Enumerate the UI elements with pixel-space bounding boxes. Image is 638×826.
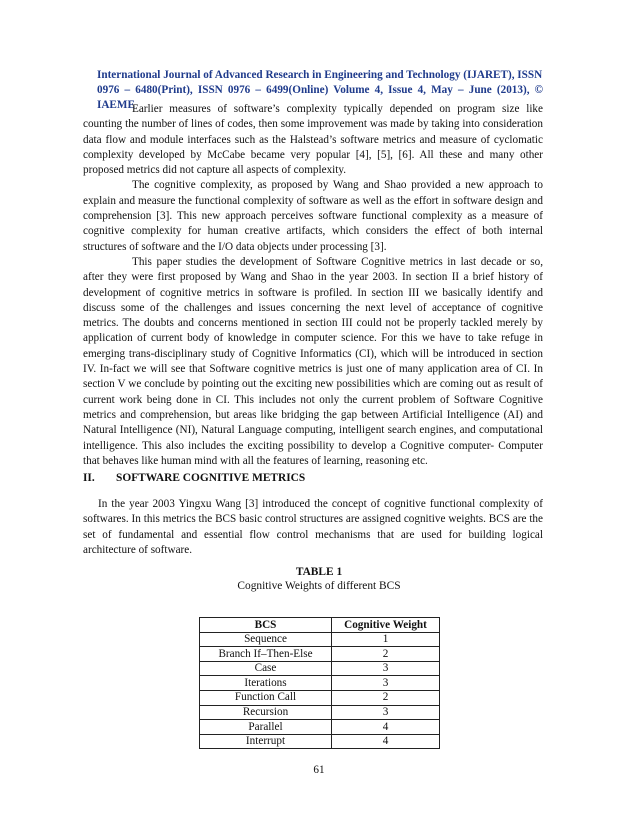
table-row bbox=[200, 676, 440, 691]
section-body bbox=[83, 497, 543, 558]
table-row bbox=[200, 705, 440, 720]
table-row bbox=[200, 661, 440, 676]
section-heading bbox=[83, 471, 305, 485]
table-cell-bcs: Iterations bbox=[200, 676, 332, 691]
table-row bbox=[200, 690, 440, 705]
page-number: 61 bbox=[313, 764, 325, 776]
intro-paragraph-1: Earlier measures of software’s complexity typically depended on program size like counting the number of lines of codes, then some improvement was made by taking into consideration data flow and module interfaces such as the Halstead’s software metrics and measure of cyclomatic complexity developed by McCabe became very popular [4], [5], [6]. All these and many other proposed metrics did not capture all aspects of complexity. bbox=[83, 103, 543, 177]
table-cell-bcs: Case bbox=[200, 661, 332, 676]
bcs-table-container bbox=[199, 617, 440, 749]
intro-paragraph-2: The cognitive complexity, as proposed by Wang and Shao provided a new approach to explain and measure the functional complexity of software as well as the effort in software design and comprehension [3]. This new approach perceives software functional complexity as a measure of cognitive complexity for human creative artifacts, which considers the effect of both internal structures of software and the I/O data objects under processing [3]. bbox=[83, 179, 543, 253]
table-row bbox=[200, 647, 440, 662]
table-cell-weight: 3 bbox=[332, 705, 440, 720]
intro-section bbox=[83, 102, 543, 469]
table-cell-weight: 3 bbox=[332, 676, 440, 691]
section-number: II. bbox=[83, 472, 95, 484]
journal-header-line-2: 0976 – 6480(Print), ISSN 0976 – 6499(Online) Volume 4, Issue 4, May – June (2013), © IAEME bbox=[97, 84, 543, 111]
table-cell-weight: 3 bbox=[332, 661, 440, 676]
table-cell-bcs: Interrupt bbox=[200, 734, 332, 749]
table-caption: Cognitive Weights of different BCS bbox=[237, 580, 401, 592]
table-header-row bbox=[200, 618, 440, 633]
table-cell-weight: 2 bbox=[332, 690, 440, 705]
table-label: TABLE 1 bbox=[295, 566, 343, 578]
table-cell-weight: 4 bbox=[332, 720, 440, 735]
table-row bbox=[200, 720, 440, 735]
table-header-bcs: BCS bbox=[200, 618, 332, 633]
table-cell-bcs: Branch If–Then-Else bbox=[200, 647, 332, 662]
table-cell-weight: 4 bbox=[332, 734, 440, 749]
table-cell-bcs: Function Call bbox=[200, 690, 332, 705]
intro-paragraph-3: This paper studies the development of Software Cognitive metrics in last decade or so, after they were first proposed by Wang and Shao in the year 2003. In section II a brief history of development of cognitive metrics in software is profiled. In section III we basically identify and discuss some of the challenges and issues concerning the next level of acceptance of cognitive metrics. The doubts and concerns mentioned in section III could not be properly tackled merely by application of current body of knowledge in computer science. For this we have to take refuge in emerging trans-disciplinary study of Cognitive Informatics (CI), which will be introduced in section IV. In-fact we will see that Software cognitive metrics is just one of many application area of CI. In section V we conclude by pointing out the exciting new possibilities which are coming out as result of current work being done in CI. This includes not only the current problem of Software Cognitive metrics and comprehension, but areas like bridging the gap between Artificial Intelligence (AI) and Natural Intelligence (NI), Natural Language computing, intelligent search engines, and computational intelligence. This also includes the exciting possibility to develop a Cognitive computer- Computer that behaves like human mind with all the features of learning, reasoning etc. bbox=[83, 255, 543, 467]
table-row bbox=[200, 632, 440, 647]
table-cell-weight: 2 bbox=[332, 647, 440, 662]
section-title: SOFTWARE COGNITIVE METRICS bbox=[116, 472, 306, 484]
table-row bbox=[200, 734, 440, 749]
table-cell-bcs: Recursion bbox=[200, 705, 332, 720]
journal-header-line-1: International Journal of Advanced Research in Engineering and Technology (IJARET), ISSN bbox=[97, 69, 543, 81]
table-header-weight: Cognitive Weight bbox=[332, 618, 440, 633]
table-cell-weight: 1 bbox=[332, 632, 440, 647]
section-paragraph: In the year 2003 Yingxu Wang [3] introduced the concept of cognitive functional complexity of softwares. In this metrics the BCS basic control structures are assigned cognitive weights. BCS are the set of fundamental and essential flow control mechanisms that are used for building logical architecture of software. bbox=[83, 498, 543, 556]
bcs-weights-table bbox=[199, 617, 440, 749]
table-cell-bcs: Parallel bbox=[200, 720, 332, 735]
table-cell-bcs: Sequence bbox=[200, 632, 332, 647]
